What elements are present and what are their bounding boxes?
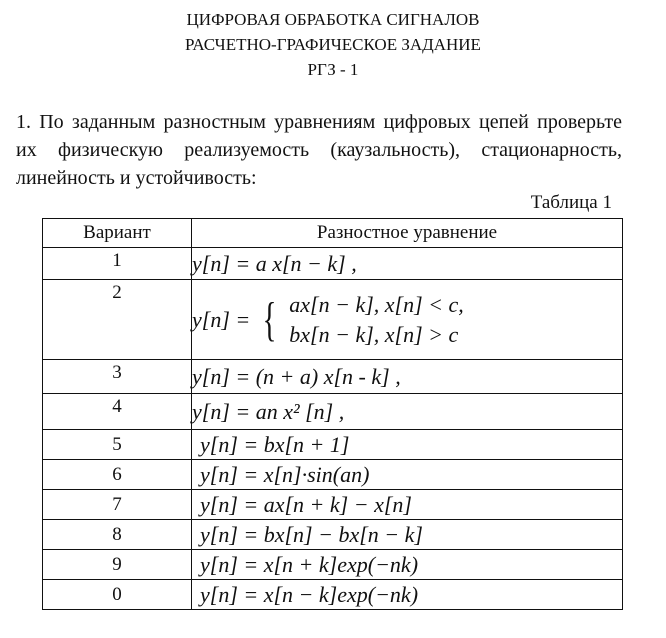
header-variant: Вариант — [43, 219, 192, 248]
equation-cell: y[n] = a x[n − k] , — [192, 248, 623, 280]
equation-case-1: ax[n − k], x[n] < c, — [289, 291, 464, 317]
table-row — [43, 520, 623, 550]
equation-cell: y[n] = bx[n] − bx[n − k] — [192, 520, 623, 550]
table-row — [43, 460, 623, 490]
table-row — [43, 248, 623, 280]
equations-table — [42, 218, 623, 610]
doc-code: РГЗ - 1 — [307, 60, 359, 79]
equation-cell: y[n] = bx[n + 1] — [192, 430, 623, 460]
variant-cell: 2 — [43, 280, 192, 360]
variant-cell: 3 — [43, 360, 192, 394]
equation-lhs: y[n] = — [192, 306, 251, 332]
equation-cell: y[n] = an x² [n] , — [192, 394, 623, 430]
brace-glyph: { — [262, 292, 277, 346]
variant-cell: 0 — [43, 580, 192, 610]
variant-cell: 4 — [43, 394, 192, 430]
equation-cell: y[n] = x[n + k]exp(−nk) — [192, 550, 623, 580]
table-row — [43, 280, 623, 360]
equation-cell: y[n] = x[n]·sin(an) — [192, 460, 623, 490]
doc-title: ЦИФРОВАЯ ОБРАБОТКА СИГНАЛОВ — [186, 10, 480, 29]
table-row — [43, 580, 623, 610]
table-header-row — [43, 219, 623, 248]
equation-cell: y[n] = (n + a) x[n - k] , — [192, 360, 623, 394]
equation-cell: y[n] = ax[n + k] − x[n] — [192, 490, 623, 520]
equation-cell — [192, 280, 623, 360]
variant-cell: 8 — [43, 520, 192, 550]
table-caption: Таблица 1 — [530, 192, 612, 213]
equation-cell: y[n] = x[n − k]exp(−nk) — [192, 580, 623, 610]
variant-cell: 1 — [43, 248, 192, 280]
variant-cell: 9 — [43, 550, 192, 580]
variant-cell: 7 — [43, 490, 192, 520]
piecewise-equation — [192, 292, 464, 348]
doc-subtitle: РАСЧЕТНО-ГРАФИЧЕСКОЕ ЗАДАНИЕ — [185, 35, 481, 54]
equation-case-2: bx[n − k], x[n] > c — [289, 321, 459, 347]
table-row — [43, 550, 623, 580]
table-row — [43, 490, 623, 520]
variant-cell: 6 — [43, 460, 192, 490]
table-row — [43, 394, 623, 430]
variant-cell: 5 — [43, 430, 192, 460]
piecewise-cases — [289, 292, 464, 348]
task-paragraph: 1. По заданным разностным уравнениям цифровых цепей проверьте их физическую реализуемость (каузальность), стационарность, линейность и устойчивость: — [16, 111, 622, 189]
header-equation: Разностное уравнение — [192, 219, 623, 248]
table-row — [43, 430, 623, 460]
table-row — [43, 360, 623, 394]
